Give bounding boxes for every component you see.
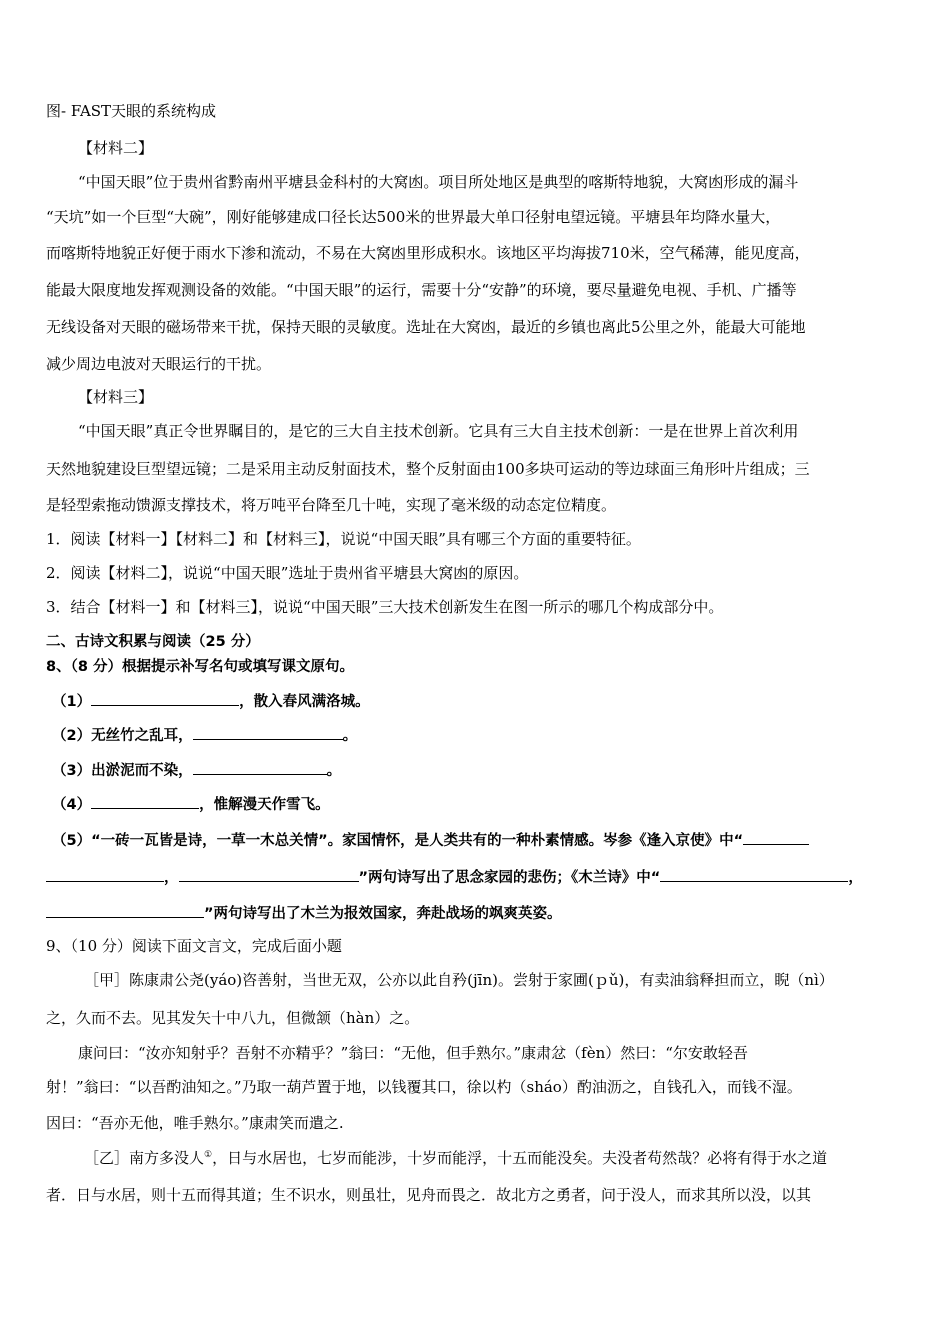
question-8-item-5-line-1 (52, 829, 914, 851)
figure-caption: 图- FAST天眼的系统构成 (46, 102, 217, 120)
material3-heading: 【材料三】 (78, 388, 154, 406)
section-2-title: 二、古诗文积累与阅读（25 分） (46, 634, 260, 650)
material2-heading: 【材料二】 (78, 139, 154, 157)
question-8-item-4 (52, 793, 914, 815)
question-7-2: 2．阅读【材料二】，说说“中国天眼”选址于贵州省平塘县大窝凼的原因。 (46, 564, 529, 582)
material3-paragraph-line: 天然地貌建设巨型望远镜；二是采用主动反射面技术，整个反射面由100多块可运动的等边球面三角形叶片组成；三 (46, 460, 810, 478)
material2-paragraph-line: 减少周边电波对天眼运行的干扰。 (46, 355, 272, 373)
answer-blank[interactable] (46, 866, 164, 882)
material3-paragraph-line: “中国天眼”真正令世界瞩目的，是它的三大自主技术创新。它具有三大自主技术创新：一是在世界上首次利用 (78, 422, 799, 440)
question-8-item-5-line-3 (46, 902, 908, 924)
passage-yi-line: 者．日与水居，则十五而得其道；生不识水，则虽壮，见舟而畏之．故北方之勇者，问于没人，而求其所以没，以其 (46, 1186, 812, 1204)
item-2-end: 。 (342, 728, 358, 744)
answer-blank[interactable] (193, 759, 327, 775)
item-5-middle-text: ”两句诗写出了思念家园的悲伤；《木兰诗》中“ (358, 870, 661, 886)
answer-blank[interactable] (660, 866, 848, 882)
footnote-marker: ① (204, 1150, 213, 1160)
item-2-text: （2）无丝竹之乱耳， (52, 728, 193, 744)
passage-jia-line: 因曰：“吾亦无他，唯手熟尔。”康肃笑而遣之. (46, 1114, 344, 1132)
question-9-header: 9、（10 分）阅读下面文言文，完成后面小题 (46, 937, 342, 955)
answer-blank[interactable] (743, 829, 809, 845)
question-7-1: 1．阅读【材料一】【材料二】和【材料三】，说说“中国天眼”具有哪三个方面的重要特征。 (46, 530, 641, 548)
question-8-item-2 (52, 724, 914, 746)
answer-blank[interactable] (46, 902, 204, 918)
material2-paragraph-line: “天坑”如一个巨型“大碗”，刚好能够建成口径长达500米的世界最大单口径射电望远镜。平塘县年均降水量大， (46, 208, 781, 226)
question-8-item-1 (52, 690, 914, 712)
material2-paragraph-line: 能最大限度地发挥观测设备的效能。“中国天眼”的运行，需要十分“安静”的环境，要尽量避免电视、手机、广播等 (46, 281, 797, 299)
answer-blank[interactable] (91, 793, 199, 809)
item-3-end: 。 (326, 763, 342, 779)
material2-paragraph-line: 无线设备对天眼的磁场带来干扰，保持天眼的灵敏度。选址在大窝凼，最近的乡镇也离此5公里之外，能最大可能地 (46, 318, 806, 336)
material3-paragraph-line: 是轻型索拖动馈源支撑技术，将万吨平台降至几十吨，实现了毫米级的动态定位精度。 (46, 496, 617, 514)
passage-jia-line: 之，久而不去。见其发矢十中八九，但微颔（hàn）之。 (46, 1009, 420, 1027)
question-7-3: 3．结合【材料一】和【材料三】，说说“中国天眼”三大技术创新发生在图一所示的哪几个构成部分中。 (46, 598, 724, 616)
answer-blank[interactable] (179, 866, 359, 882)
question-8-item-3 (52, 759, 914, 781)
item-4-text: ，惟解漫天作雪飞。 (199, 797, 330, 813)
item-5-comma: ， (164, 870, 179, 886)
passage-jia-line: 射！”翁曰：“以吾酌油知之。”乃取一葫芦置于地，以钱覆其口，徐以杓（sháo）酌油沥之，自钱孔入，而钱不湿。 (46, 1078, 802, 1096)
passage-jia-line: ［甲］陈康肃公尧(yáo)咨善射，当世无双，公亦以此自矜(jīn)。尝射于家圃(ｐǔ)，有卖油翁释担而立，睨（nì） (84, 971, 834, 989)
passage-jia-line: 康问曰：“汝亦知射乎？吾射不亦精乎？”翁曰：“无他，但手熟尔。”康肃忿（fèn）然曰：“尔安敢轻吾 (78, 1044, 748, 1062)
question-8-item-5-line-2 (46, 866, 908, 888)
passage-yi-line (84, 1148, 908, 1168)
material2-paragraph-line: 而喀斯特地貌正好便于雨水下渗和流动，不易在大窝凼里形成积水。该地区平均海拔710米，空气稀薄，能见度高， (46, 244, 810, 262)
item-3-text: （3）出淤泥而不染， (52, 763, 193, 779)
item-1-text: ，散入春风满洛城。 (239, 694, 370, 710)
answer-blank[interactable] (193, 724, 343, 740)
answer-blank[interactable] (91, 690, 239, 706)
item-4-number: （4） (52, 797, 92, 813)
passage-yi-start: ［乙］南方多没人 (84, 1149, 205, 1167)
item-5-prompt: （5）“一砖一瓦皆是诗，一草一木总关情”。家国情怀，是人类共有的一种朴素情感。岑参《逢入京使》中“ (52, 833, 744, 849)
item-5-end-text: ”两句诗写出了木兰为报效国家，奔赴战场的飒爽英姿。 (204, 906, 562, 922)
material2-paragraph-line: “中国天眼”位于贵州省黔南州平塘县金科村的大窝凼。项目所处地区是典型的喀斯特地貌，大窝凼形成的漏斗 (78, 173, 799, 191)
question-8-header: 8、（8 分）根据提示补写名句或填写课文原句。 (46, 659, 354, 675)
passage-yi-rest: ，日与水居也，七岁而能涉，十岁而能浮，十五而能没矣。夫没者苟然哉？必将有得于水之道 (212, 1149, 828, 1167)
item-1-number: （1） (52, 694, 92, 710)
item-5-tail-comma: ， (848, 870, 863, 886)
